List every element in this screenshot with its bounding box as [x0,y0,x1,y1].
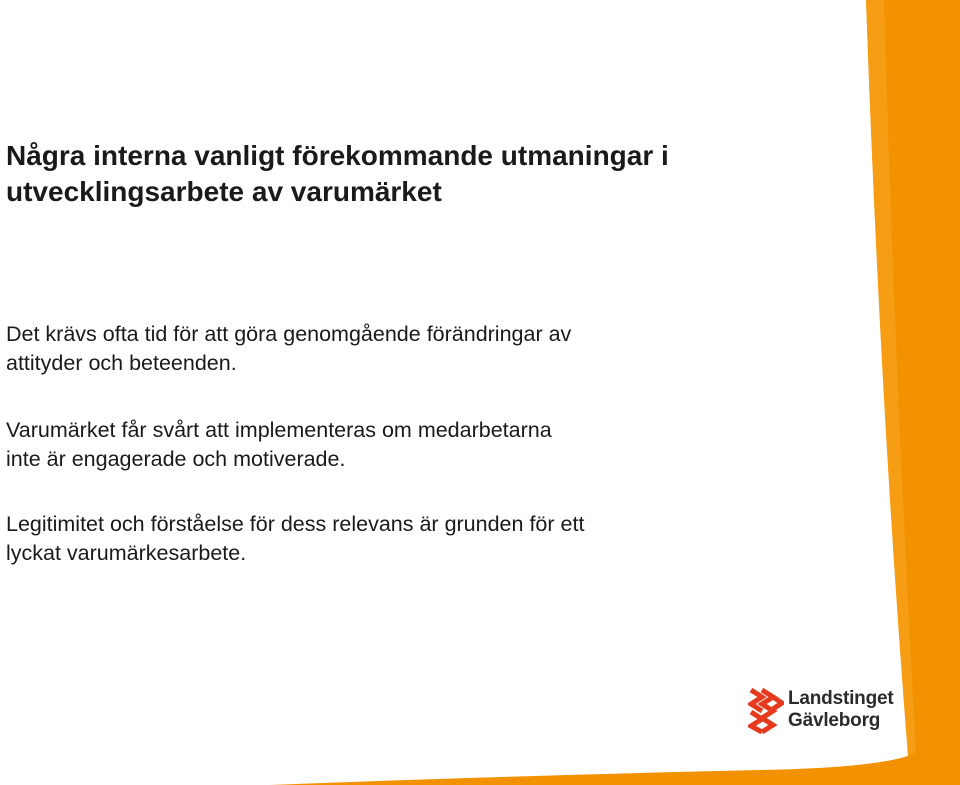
paragraph-line: Varumärket får svårt att implementeras om medarbetarna [6,418,552,442]
title-line: Några interna vanligt förekommande utmaningar i [6,140,669,171]
paragraph-line: inte är engagerade och motiverade. [6,447,346,471]
logo-line-1: Landstinget [788,688,894,709]
logo-line-2: Gävleborg [788,710,881,731]
paragraph-legitimacy [6,510,826,568]
landstinget-gavleborg-logo [748,688,908,738]
title-line: utvecklingsarbete av varumärket [6,176,442,207]
paragraph-line: attityder och beteenden. [6,351,237,375]
slide-title [6,138,856,210]
logo-wordmark [788,688,893,732]
paragraph-engagement [6,416,826,474]
paragraph-time [6,320,826,378]
paragraph-line: Legitimitet och förståelse för dess relevans är grunden för ett [6,512,585,536]
landstinget-gavleborg-wave-icon [748,688,784,734]
paragraph-line: Det krävs ofta tid för att göra genomgående förändringar av [6,322,572,346]
paragraph-line: lyckat varumärkesarbete. [6,541,247,565]
